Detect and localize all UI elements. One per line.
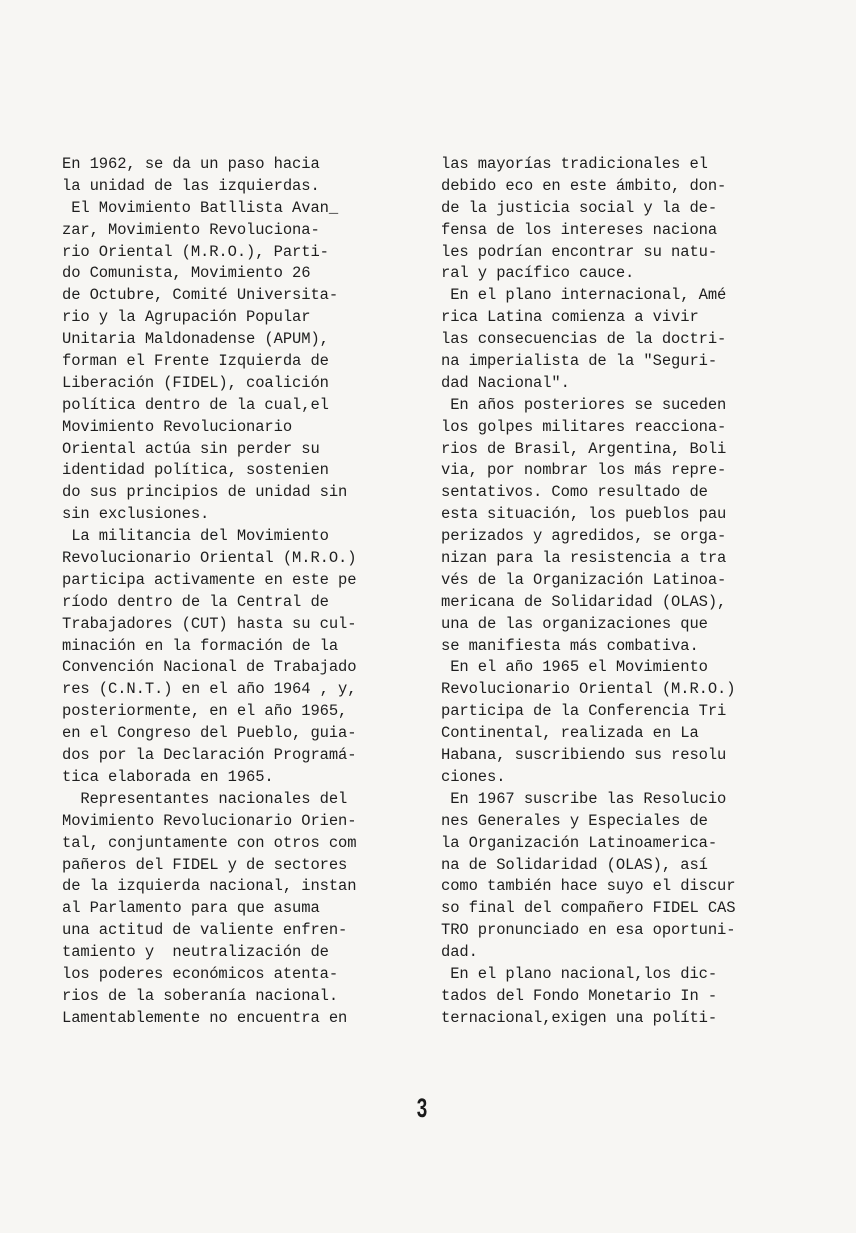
- text-line: les podrían encontrar su natu-: [441, 242, 718, 261]
- text-line: na imperialista de la "Seguri-: [441, 352, 718, 371]
- text-line: de Octubre, Comité Universita-: [62, 286, 339, 305]
- right-text-column: [441, 154, 735, 1030]
- text-line: una de las organizaciones que: [441, 614, 708, 633]
- text-line: los golpes militares reacciona-: [441, 417, 727, 436]
- text-line: ríodo dentro de la Central de: [62, 592, 329, 611]
- text-line: rica Latina comienza a vivir: [441, 308, 699, 327]
- text-line: como también hace suyo el discur: [441, 877, 736, 896]
- text-line: los poderes económicos atenta-: [62, 964, 339, 983]
- text-line: En años posteriores se suceden: [441, 395, 727, 414]
- text-line: Convención Nacional de Trabajado: [62, 658, 357, 677]
- text-line: dad.: [441, 943, 478, 962]
- text-line: vés de la Organización Latinoa-: [441, 570, 727, 589]
- text-line: esta situación, los pueblos pau: [441, 505, 727, 524]
- text-line: posteriormente, en el año 1965,: [62, 702, 348, 721]
- text-line: fensa de los intereses naciona: [441, 220, 718, 239]
- text-line: do sus principios de unidad sin: [62, 483, 348, 502]
- text-line: so final del compañero FIDEL CAS: [441, 899, 736, 918]
- text-line: En el plano nacional,los dic-: [441, 964, 718, 983]
- text-line: una actitud de valiente enfren-: [62, 921, 348, 940]
- text-line: sentativos. Como resultado de: [441, 483, 708, 502]
- text-line: rio Oriental (M.R.O.), Parti-: [62, 242, 329, 261]
- text-line: se manifiesta más combativa.: [441, 636, 699, 655]
- text-line: rios de la soberanía nacional.: [62, 986, 339, 1005]
- text-line: Lamentablemente no encuentra en: [62, 1008, 348, 1027]
- text-line: mericana de Solidaridad (OLAS),: [441, 592, 727, 611]
- text-line: forman el Frente Izquierda de: [62, 352, 329, 371]
- text-line: al Parlamento para que asuma: [62, 899, 320, 918]
- text-line: la unidad de las izquierdas.: [62, 176, 320, 195]
- text-line: ternacional,exigen una políti-: [441, 1008, 718, 1027]
- text-line: El Movimiento Batllista Avan_: [62, 198, 339, 217]
- text-line: pañeros del FIDEL y de sectores: [62, 855, 348, 874]
- text-line: las mayorías tradicionales el: [441, 155, 708, 173]
- text-line: TRO pronunciado en esa oportuni-: [441, 921, 736, 940]
- text-line: Liberación (FIDEL), coalición: [62, 373, 329, 392]
- text-line: Movimiento Revolucionario Orien-: [62, 811, 357, 830]
- text-line: tados del Fondo Monetario In -: [441, 986, 718, 1005]
- text-line: Oriental actúa sin perder su: [62, 439, 320, 458]
- text-line: na de Solidaridad (OLAS), así: [441, 855, 708, 874]
- text-line: tamiento y neutralización de: [62, 943, 329, 962]
- text-line: Unitaria Maldonadense (APUM),: [62, 330, 329, 349]
- text-line: sin exclusiones.: [62, 505, 210, 524]
- text-line: dad Nacional".: [441, 373, 570, 392]
- text-line: Revolucionario Oriental (M.R.O.): [62, 549, 357, 568]
- text-line: de la izquierda nacional, instan: [62, 877, 357, 896]
- text-line: Movimiento Revolucionario: [62, 417, 293, 436]
- page-number: 3: [416, 1093, 428, 1123]
- text-line: res (C.N.T.) en el año 1964 , y,: [62, 680, 357, 699]
- text-line: la Organización Latinoamerica-: [441, 833, 718, 852]
- text-line: participa de la Conferencia Tri: [441, 702, 727, 721]
- text-line: política dentro de la cual,el: [62, 395, 329, 414]
- text-line: ciones.: [441, 767, 506, 786]
- text-line: dos por la Declaración Programá-: [62, 746, 357, 765]
- text-line: En el plano internacional, Amé: [441, 286, 727, 305]
- text-line: do Comunista, Movimiento 26: [62, 264, 311, 283]
- text-line: En el año 1965 el Movimiento: [441, 658, 708, 677]
- text-line: rio y la Agrupación Popular: [62, 308, 311, 327]
- text-line: en el Congreso del Pueblo, guia-: [62, 724, 357, 743]
- text-line: perizados y agredidos, se orga-: [441, 527, 727, 546]
- text-line: tal, conjuntamente con otros com: [62, 833, 357, 852]
- text-line: Revolucionario Oriental (M.R.O.): [441, 680, 736, 699]
- text-line: nes Generales y Especiales de: [441, 811, 708, 830]
- left-text-column: [62, 154, 356, 1030]
- text-line: Trabajadores (CUT) hasta su cul-: [62, 614, 357, 633]
- text-line: En 1962, se da un paso hacia: [62, 155, 320, 173]
- text-line: Continental, realizada en La: [441, 724, 699, 743]
- text-line: nizan para la resistencia a tra: [441, 549, 727, 568]
- text-line: identidad política, sostenien: [62, 461, 329, 480]
- text-line: de la justicia social y la de-: [441, 198, 718, 217]
- text-line: En 1967 suscribe las Resolucio: [441, 789, 727, 808]
- text-line: las consecuencias de la doctri-: [441, 330, 727, 349]
- text-line: ral y pacífico cauce.: [441, 264, 635, 283]
- text-line: minación en la formación de la: [62, 636, 339, 655]
- text-line: zar, Movimiento Revoluciona-: [62, 220, 320, 239]
- text-line: via, por nombrar los más repre-: [441, 461, 727, 480]
- text-line: La militancia del Movimiento: [62, 527, 329, 546]
- text-line: Habana, suscribiendo sus resolu: [441, 746, 727, 765]
- text-line: debido eco en este ámbito, don-: [441, 176, 727, 195]
- text-line: tica elaborada en 1965.: [62, 767, 274, 786]
- text-line: participa activamente en este pe: [62, 570, 357, 589]
- text-line: Representantes nacionales del: [62, 789, 348, 808]
- text-line: rios de Brasil, Argentina, Boli: [441, 439, 727, 458]
